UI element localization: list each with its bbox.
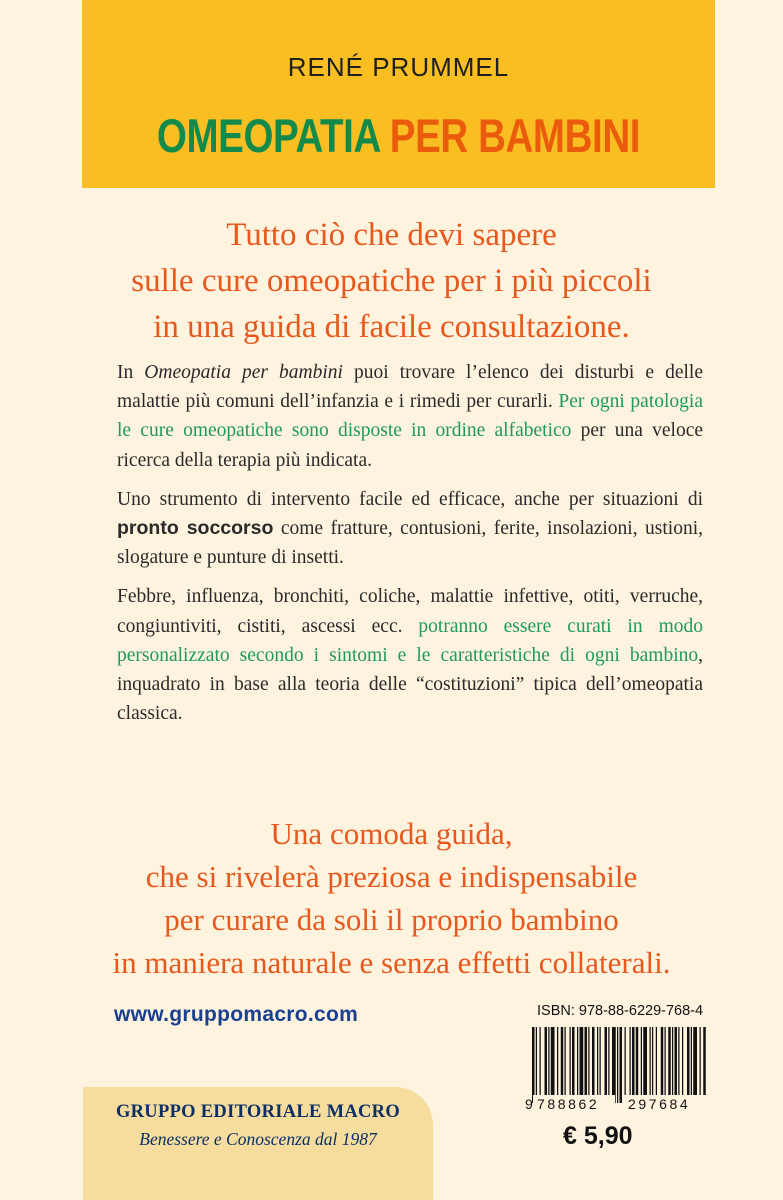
barcode-bar: [632, 1027, 635, 1103]
barcode-bar: [687, 1027, 690, 1103]
text-run: In: [117, 362, 145, 383]
barcode-bar: [630, 1027, 631, 1103]
text-run: puoi trovare l’elenco dei disturbi e delle malattie più comuni dell’infanzia e i rimedi per curarli.: [117, 362, 703, 413]
barcode-bar: [650, 1027, 651, 1103]
barcode-bar: [540, 1027, 541, 1103]
barcode-bar: [617, 1027, 618, 1103]
barcode: [522, 1027, 710, 1111]
barcode-bar: [588, 1027, 589, 1103]
barcode-bar: [532, 1027, 535, 1103]
text-run: per una veloce ricerca della terapia più indicata.: [117, 420, 704, 471]
barcode-bar: [577, 1027, 578, 1103]
barcode-bar: [600, 1027, 601, 1103]
barcode-bar: [572, 1027, 575, 1103]
barcode-bar: [561, 1027, 564, 1103]
barcode-bar: [641, 1027, 642, 1103]
book-title: [139, 108, 658, 163]
barcode-bar: [703, 1027, 706, 1103]
barcode-bar: [536, 1027, 537, 1103]
isbn-label: ISBN: 978-88-6229-768-4: [537, 1003, 704, 1019]
barcode-digits-left: 788862: [537, 1096, 600, 1111]
barcode-bar: [605, 1027, 608, 1103]
text-run: Uno strumento di intervento facile ed efficace, anche per situazioni di: [117, 488, 703, 510]
website-url: www.gruppomacro.com: [114, 1003, 359, 1026]
barcode-bar: [570, 1027, 571, 1103]
barcode-bar: [580, 1027, 584, 1103]
barcode-bar: [585, 1027, 588, 1103]
closing-line: in maniera naturale e senza effetti collaterali.: [112, 945, 671, 980]
text-run: Febbre, influenza, bronchiti, coliche, malattie infettive, otiti, verruche, congiuntiviti, cistiti, ascessi ecc.: [117, 586, 703, 637]
barcode-bar: [565, 1027, 566, 1103]
barcode-bar: [608, 1027, 609, 1103]
closing-statement: [0, 812, 783, 984]
barcode-bar: [545, 1027, 548, 1103]
barcode-bar: [548, 1027, 549, 1103]
barcode-bar: [636, 1027, 639, 1103]
barcode-digit-first: 9: [525, 1096, 533, 1111]
barcode-bar: [668, 1027, 671, 1103]
barcode-bar: [661, 1027, 664, 1103]
barcode-bar: [551, 1027, 555, 1103]
barcode-bar: [675, 1027, 678, 1103]
tagline-line: Tutto ciò che devi sapere: [226, 217, 557, 253]
price: € 5,90: [563, 1122, 633, 1150]
barcode-bar: [557, 1027, 558, 1103]
barcode-bar: [592, 1027, 595, 1103]
barcode-bar: [620, 1027, 623, 1103]
barcode-bar: [700, 1027, 701, 1103]
title-part-orange: PER BAMBINI: [389, 109, 641, 162]
publisher-box: [83, 1087, 433, 1200]
barcode-bar: [652, 1027, 653, 1103]
barcode-bar: [612, 1027, 616, 1103]
publisher-name: GRUPPO EDITORIALE MACRO: [115, 1102, 401, 1122]
book-title-italic: Omeopatia per bambini: [144, 362, 343, 383]
barcode-bar: [682, 1027, 683, 1103]
barcode-bar: [672, 1027, 673, 1103]
barcode-bar: [625, 1027, 626, 1103]
closing-line: Una comoda guida,: [270, 816, 513, 851]
highlight-green: Per ogni patologia le cure omeopatiche sono disposte in ordine alfabetico: [117, 391, 703, 442]
text-run: , inquadrato in base alla teoria delle “costituzioni” tipica dell’omeopatia classica.: [117, 644, 703, 725]
description-paragraph-1: [117, 358, 703, 475]
tagline-line: sulle cure omeopatiche per i più piccoli: [131, 263, 652, 299]
publisher-tagline: Benessere e Conoscenza dal 1987: [139, 1129, 377, 1149]
closing-line: per curare da soli il proprio bambino: [164, 902, 619, 937]
title-banner: [82, 0, 715, 188]
author-name: RENÉ PRUMMEL: [287, 52, 510, 82]
barcode-bar: [656, 1027, 657, 1103]
closing-line: che si rivelerà preziosa e indispensabile: [145, 859, 638, 894]
description-paragraph-3: [117, 582, 703, 728]
tagline-line: in una guida di facile consultazione.: [153, 309, 630, 345]
barcode-bar: [665, 1027, 666, 1103]
bold-phrase: pronto soccorso: [117, 517, 274, 540]
tagline: [0, 212, 783, 350]
barcode-bar: [693, 1027, 697, 1103]
barcode-bar: [691, 1027, 692, 1103]
description: [117, 358, 703, 738]
description-paragraph-2: [117, 485, 703, 573]
barcode-bar: [678, 1027, 679, 1103]
barcode-digits-right: 297684: [628, 1096, 691, 1111]
text-run: come fratture, contusioni, ferite, insolazioni, ustioni, slogature e punture di insetti.: [117, 518, 703, 569]
highlight-green: potranno essere curati in modo personalizzato secondo i sintomi e le caratteristiche di ogni bambino: [117, 615, 703, 666]
title-part-green: OMEOPATIA: [156, 109, 380, 162]
barcode-bar: [643, 1027, 647, 1103]
barcode-bar: [597, 1027, 598, 1103]
barcode-bars: [532, 1027, 706, 1103]
